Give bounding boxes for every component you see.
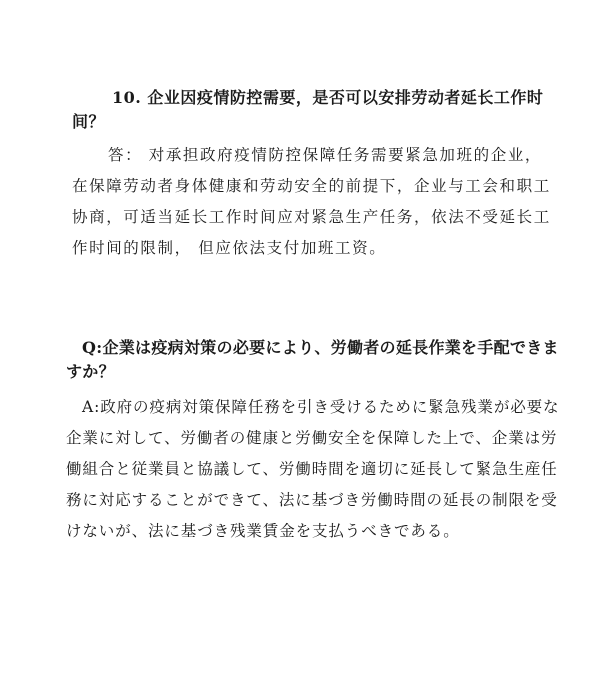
chinese-qa-section [72, 86, 552, 264]
japanese-question: Q:企業は疫病対策の必要により、労働者の延長作業を手配できますか？ [66, 338, 559, 381]
japanese-qa-section [66, 336, 570, 547]
japanese-answer: A:政府の疫病対策保障任務を引き受けるために緊急残業が必要な企業に対して、労働者の健康と労働安全を保障した上で、企業は労働組合と従業員と協議して、労働時間を適切に延長して緊急生産任務に対応することができて、法に基づき労働時間の延長の制限を受けないが、法に基づき残業賃金を支払うべきである。 [66, 398, 560, 540]
chinese-answer: 答： 对承担政府疫情防控保障任务需要紧急加班的企业，在保障劳动者身体健康和劳动安全的前提下，企业与工会和职工协商，可适当延长工作时间应对紧急生产任务，依法不受延长工作时间的限制， 但应依法支付加班工资。 [72, 146, 551, 257]
chinese-question: 10. 企业因疫情防控需要，是否可以安排劳动者延长工作时间？ [72, 88, 544, 131]
